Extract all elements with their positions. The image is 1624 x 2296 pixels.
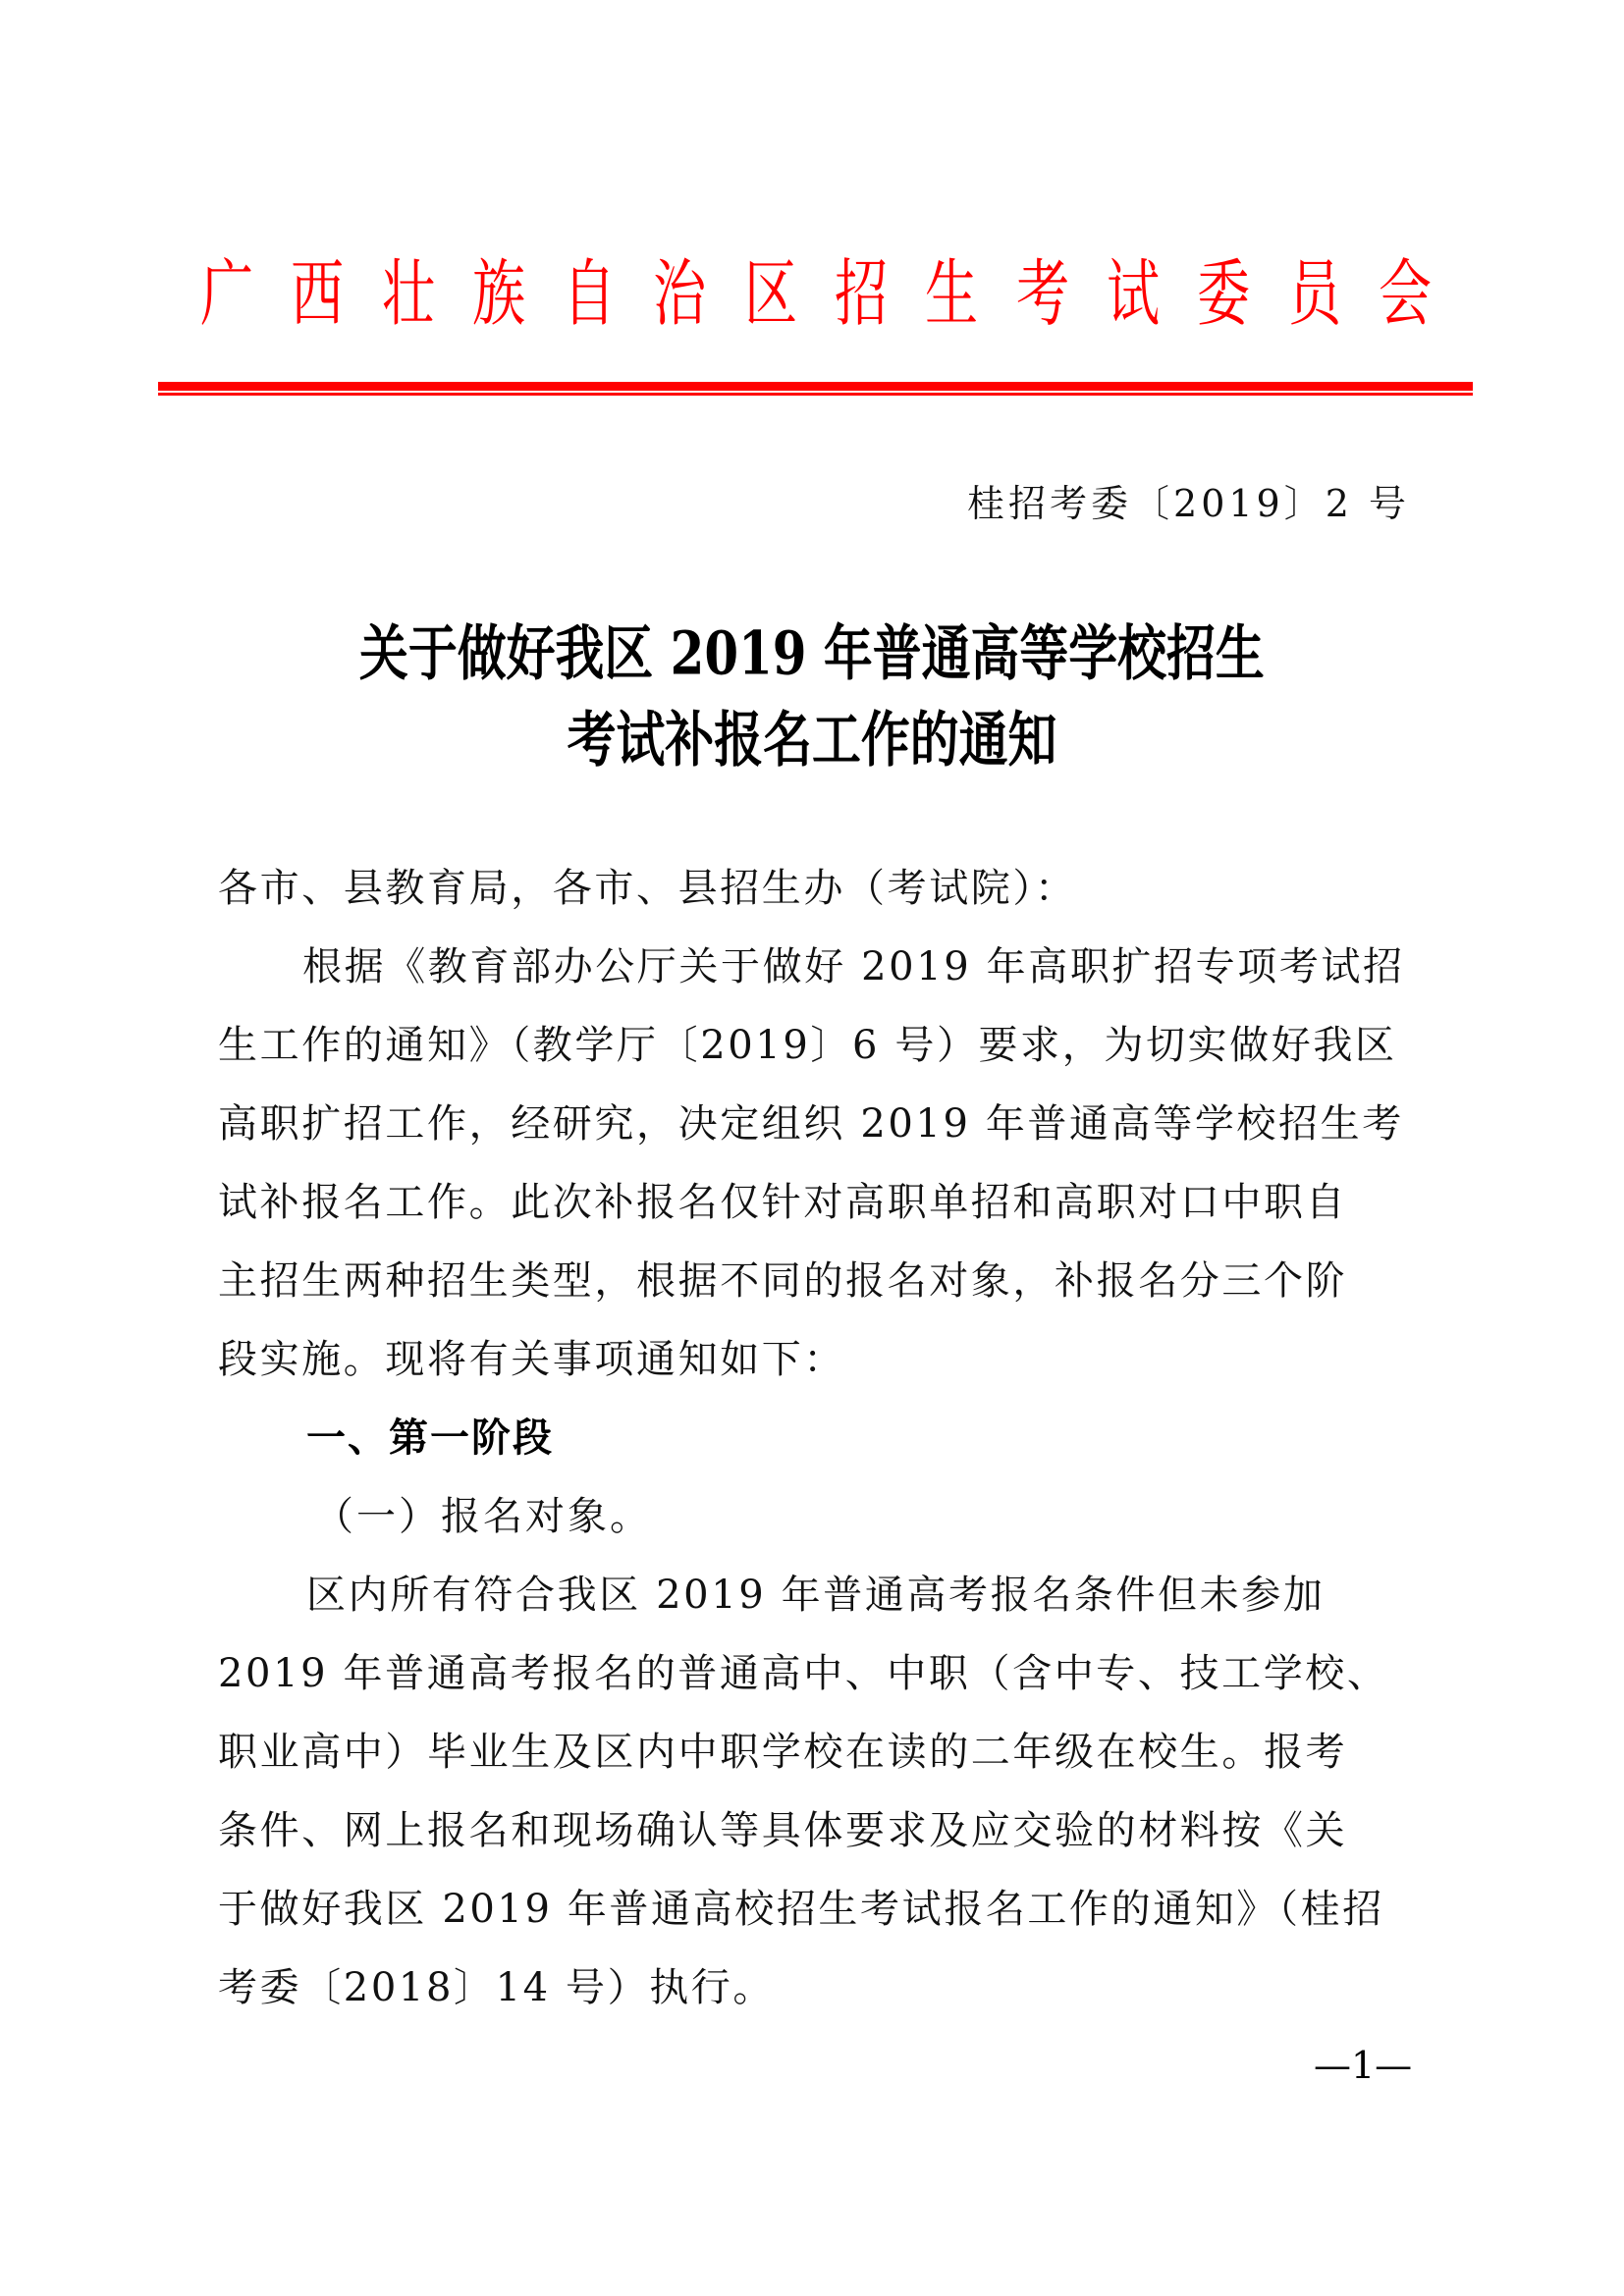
letterhead-char: 考 [1015,251,1069,337]
org-letterhead [157,245,1473,344]
paragraph-line: 主招生两种招生类型，根据不同的报名对象，补报名分三个阶 [218,1258,1348,1304]
letterhead-char: 治 [653,251,707,337]
paragraph-line: 高职扩招工作，经研究，决定组织 2019 年普通高等学校招生考 [218,1101,1404,1147]
document-title-line-2 [0,693,1624,775]
letterhead-char: 招 [835,251,889,337]
letterhead-char: 广 [199,251,254,337]
letterhead-char: 委 [1197,251,1251,337]
letterhead-char: 会 [1378,251,1432,337]
paragraph-line: 于做好我区 2019 年普通高校招生考试报名工作的通知》（桂招 [218,1887,1384,1932]
paragraph-line: 职业高中）毕业生及区内中职学校在读的二年级在校生。报考 [218,1730,1348,1775]
letterhead-char: 族 [471,251,525,337]
letterhead-divider-thin [158,393,1473,396]
section-heading: 一、第一阶段 [306,1415,554,1461]
paragraph-line: 生工作的通知》（教学厅〔2019〕6 号）要求，为切实做好我区 [218,1023,1397,1068]
document-title-line-1 [0,607,1624,689]
paragraph-line: 根据《教育部办公厅关于做好 2019 年高职扩招专项考试招 [302,944,1405,989]
letterhead-char: 生 [925,251,979,337]
letterhead-char: 自 [563,251,617,337]
letterhead-char: 员 [1287,251,1341,337]
paragraph-line: 条件、网上报名和现场确认等具体要求及应交验的材料按《关 [218,1808,1348,1853]
title-text: 关于做好我区 2019 年普通高等学校招生 [359,617,1265,688]
paragraph-line: 2019 年普通高考报名的普通高中、中职（含中专、技工学校、 [218,1651,1389,1696]
letterhead-divider-thick [158,382,1473,391]
letterhead-char: 西 [291,251,345,337]
title-text: 考试补报名工作的通知 [567,704,1057,774]
paragraph-line: 考委〔2018〕14 号）执行。 [218,1965,776,2010]
subsection-heading: （一）报名对象。 [314,1494,652,1539]
paragraph-line: 段实施。现将有关事项通知如下： [218,1337,845,1382]
letterhead-char: 壮 [381,251,435,337]
document-number: 桂招考委〔2019〕2 号 [967,482,1410,525]
paragraph-line: 区内所有符合我区 2019 年普通高考报名条件但未参加 [306,1573,1326,1618]
letterhead-char: 区 [743,251,797,337]
salutation: 各市、县教育局，各市、县招生办（考试院）： [218,866,1077,911]
paragraph-line: 试补报名工作。此次补报名仅针对高职单招和高职对口中职自 [218,1180,1348,1225]
letterhead-char: 试 [1106,251,1161,337]
page-number: —1— [1314,2044,1413,2087]
